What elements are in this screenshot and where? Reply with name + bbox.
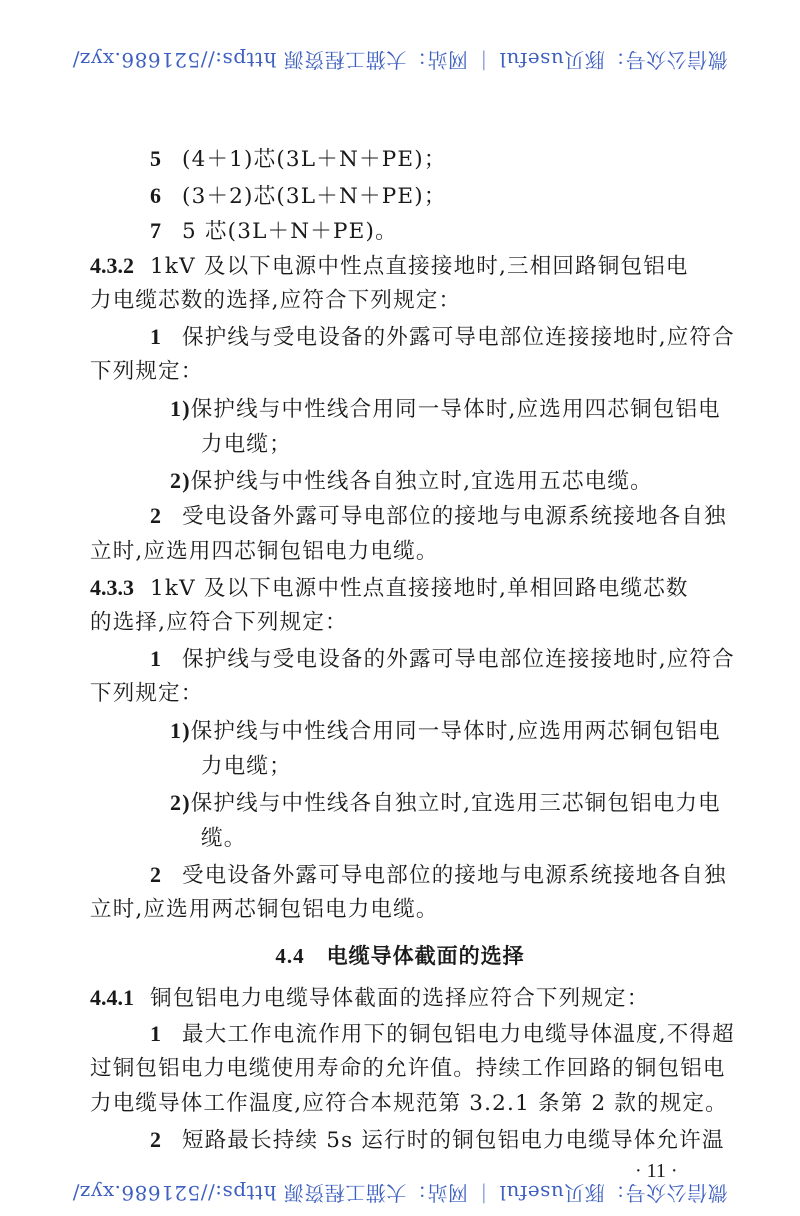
sub-item-text: 保护线与中性线各自独立时,宜选用五芯电缆。	[190, 469, 653, 494]
item-number: 2	[150, 862, 163, 887]
item-text: 受电设备外露可导电部位的接地与电源系统接地各自独	[182, 504, 727, 529]
sub-item-text: 保护线与中性线合用同一导体时,应选用两芯铜包铝电	[190, 719, 721, 744]
watermark-separator: |	[479, 50, 488, 74]
item-text: 受电设备外露可导电部位的接地与电源系统接地各自独	[182, 863, 727, 888]
clause-4-3-3-sub2-line1	[170, 790, 721, 817]
item-text: 保护线与受电设备的外露可导电部位连接接地时,应符合	[182, 325, 735, 350]
clause-4-4-1-item1-line3: 力电缆导体工作温度,应符合本规范第 3.2.1 条第 2 款的规定。	[90, 1091, 728, 1116]
watermark-account: 微信公众号：豚贝useful	[499, 48, 728, 73]
item-number: 1	[150, 646, 163, 671]
list-item-text: (4＋1)芯(3L＋N＋PE)；	[182, 147, 447, 172]
item-number: 2	[150, 503, 163, 528]
clause-4-3-2-line1	[90, 253, 689, 280]
item-text: 最大工作电流作用下的铜包铝电力电缆导体温度,不得超	[182, 1022, 735, 1047]
clause-4-4-1-item1-line2: 过铜包铝电力电缆使用寿命的允许值。持续工作回路的铜包铝电	[90, 1056, 726, 1081]
clause-text: 铜包铝电力电缆导体截面的选择应符合下列规定：	[150, 986, 650, 1011]
sub-item-number: 1)	[170, 718, 191, 743]
clause-4-4-1-line1	[90, 985, 649, 1012]
clause-4-3-3-item1-line2: 下列规定：	[90, 681, 204, 706]
clause-4-4-1-item2-line1	[150, 1127, 725, 1154]
list-item-text: 5 芯(3L＋N＋PE)。	[182, 219, 398, 244]
list-item-text: (3＋2)芯(3L＋N＋PE)；	[182, 184, 447, 209]
clause-4-3-3-line2: 的选择,应符合下列规定：	[90, 610, 348, 635]
clause-4-3-3-sub1-line2: 力电缆；	[201, 754, 292, 779]
list-item-5	[150, 146, 447, 173]
sub-item-number: 1)	[170, 396, 191, 421]
clause-text: 1kV 及以下电源中性点直接接地时,单相回路电缆芯数	[150, 576, 689, 601]
clause-4-3-3-line1	[90, 575, 689, 602]
clause-4-3-2-item1-line1	[150, 324, 735, 351]
list-item-number: 7	[150, 218, 163, 243]
page-number: · 11 ·	[635, 1160, 678, 1182]
watermark-site: 网站：大猫工程资源 https://521686.xyz/	[72, 1181, 468, 1206]
list-item-6	[150, 183, 447, 210]
clause-4-3-2-sub1-line1	[170, 396, 721, 423]
item-text: 保护线与受电设备的外露可导电部位连接接地时,应符合	[182, 647, 735, 672]
clause-4-3-2-line2: 力电缆芯数的选择,应符合下列规定：	[90, 288, 462, 313]
clause-4-3-2-sub2-line1	[170, 468, 653, 495]
list-item-number: 5	[150, 146, 163, 171]
item-text: 短路最长持续 5s 运行时的铜包铝电力电缆导体允许温	[182, 1128, 725, 1153]
clause-number: 4.4.1	[90, 985, 134, 1010]
clause-4-3-2-item2-line1	[150, 503, 727, 530]
item-number: 1	[150, 324, 163, 349]
clause-4-3-2-sub1-line2: 力电缆；	[201, 432, 292, 457]
section-number: 4.4	[275, 944, 305, 968]
watermark-top	[0, 42, 800, 82]
watermark-account: 微信公众号：豚贝useful	[499, 1181, 728, 1206]
item-number: 1	[150, 1021, 163, 1046]
clause-4-3-3-item1-line1	[150, 646, 735, 673]
list-item-number: 6	[150, 183, 163, 208]
clause-4-4-1-item1-line1	[150, 1021, 735, 1048]
sub-item-text: 保护线与中性线合用同一导体时,应选用四芯铜包铝电	[190, 397, 721, 422]
list-item-7	[150, 218, 398, 245]
clause-number: 4.3.2	[90, 253, 134, 278]
clause-4-3-2-item2-line2: 立时,应选用四芯铜包铝电力电缆。	[90, 539, 439, 564]
clause-4-3-3-sub1-line1	[170, 718, 721, 745]
clause-4-3-2-item1-line2: 下列规定：	[90, 359, 204, 384]
item-number: 2	[150, 1127, 163, 1152]
sub-item-number: 2)	[170, 468, 191, 493]
watermark-site: 网站：大猫工程资源 https://521686.xyz/	[72, 48, 468, 73]
sub-item-text: 保护线与中性线各自独立时,宜选用三芯铜包铝电力电	[190, 791, 721, 816]
clause-4-3-3-sub2-line2: 缆。	[201, 826, 247, 851]
section-title: 电缆导体截面的选择	[326, 944, 525, 968]
clause-4-3-3-item2-line2: 立时,应选用两芯铜包铝电力电缆。	[90, 897, 439, 922]
watermark-separator: |	[479, 1183, 488, 1207]
clause-4-3-3-item2-line1	[150, 862, 727, 889]
sub-item-number: 2)	[170, 790, 191, 815]
section-heading-4-4	[0, 940, 800, 970]
clause-number: 4.3.3	[90, 575, 134, 600]
clause-text: 1kV 及以下电源中性点直接接地时,三相回路铜包铝电	[150, 254, 689, 279]
watermark-bottom	[0, 1175, 800, 1215]
